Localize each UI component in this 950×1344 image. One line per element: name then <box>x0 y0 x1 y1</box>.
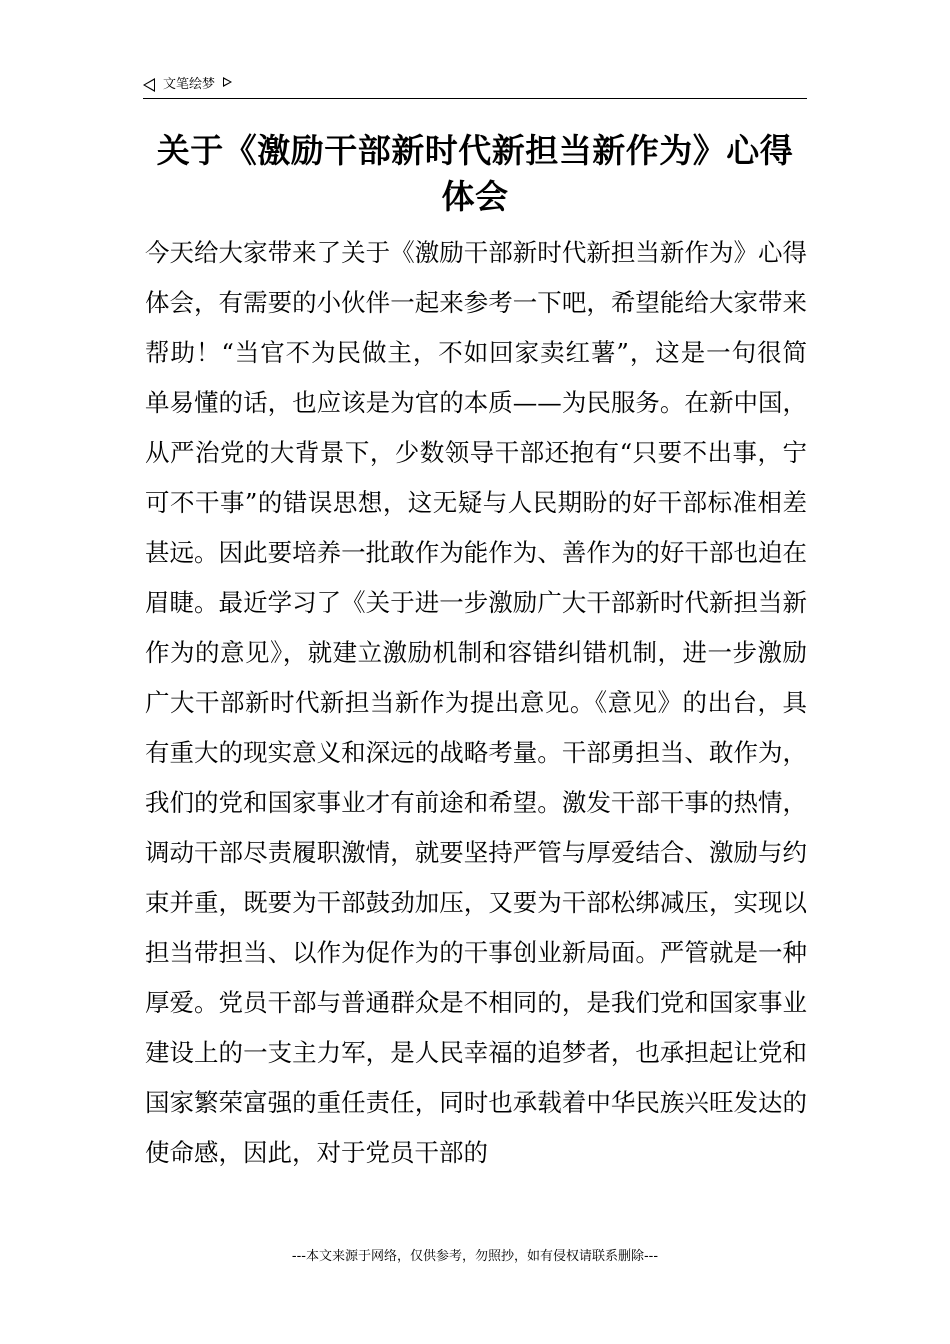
document-body: 今天给大家带来了关于《激励干部新时代新担当新作为》心得体会，有需要的小伙伴一起来参考一下吧，希望能给大家带来帮助！“当官不为民做主，不如回家卖红薯”，这是一句很简单易懂的话，也应该是为官的本质——为民服务。在新中国，从严治党的大背景下，少数领导干部还抱有“只要不出事，宁可不干事”的错误思想，这无疑与人民期盼的好干部标准相差甚远。因此要培养一批敢作为能作为、善作为的好干部也迫在眉睫。最近学习了《关于进一步激励广大干部新时代新担当新作为的意见》，就建立激励机制和容错纠错机制，进一步激励广大干部新时代新担当新作为提出意见。《意见》的出台，具有重大的现实意义和深远的战略考量。干部勇担当、敢作为，我们的党和国家事业才有前途和希望。激发干部干事的热情，调动干部尽责履职激情，就要坚持严管与厚爱结合、激励与约束并重，既要为干部鼓劲加压，又要为干部松绑减压，实现以担当带担当、以作为促作为的干事创业新局面。严管就是一种厚爱。党员干部与普通群众是不相同的，是我们党和国家事业建设上的一支主力军，是人民幸福的追梦者，也承担起让党和国家繁荣富强的重任责任，同时也承载着中华民族兴旺发达的使命感，因此，对于党员干部的 <box>145 238 807 1167</box>
page-footer: ---本文来源于网络，仅供参考，勿照抄，如有侵权请联系删除--- <box>291 1249 659 1264</box>
document-title: 关于《激励干部新时代新担当新作为》心得体会 <box>156 131 794 216</box>
header-brand: 文笔绘梦 <box>163 77 216 92</box>
page-header <box>143 72 807 99</box>
left-triangle-icon <box>143 78 155 92</box>
right-triangle-icon <box>223 77 232 87</box>
